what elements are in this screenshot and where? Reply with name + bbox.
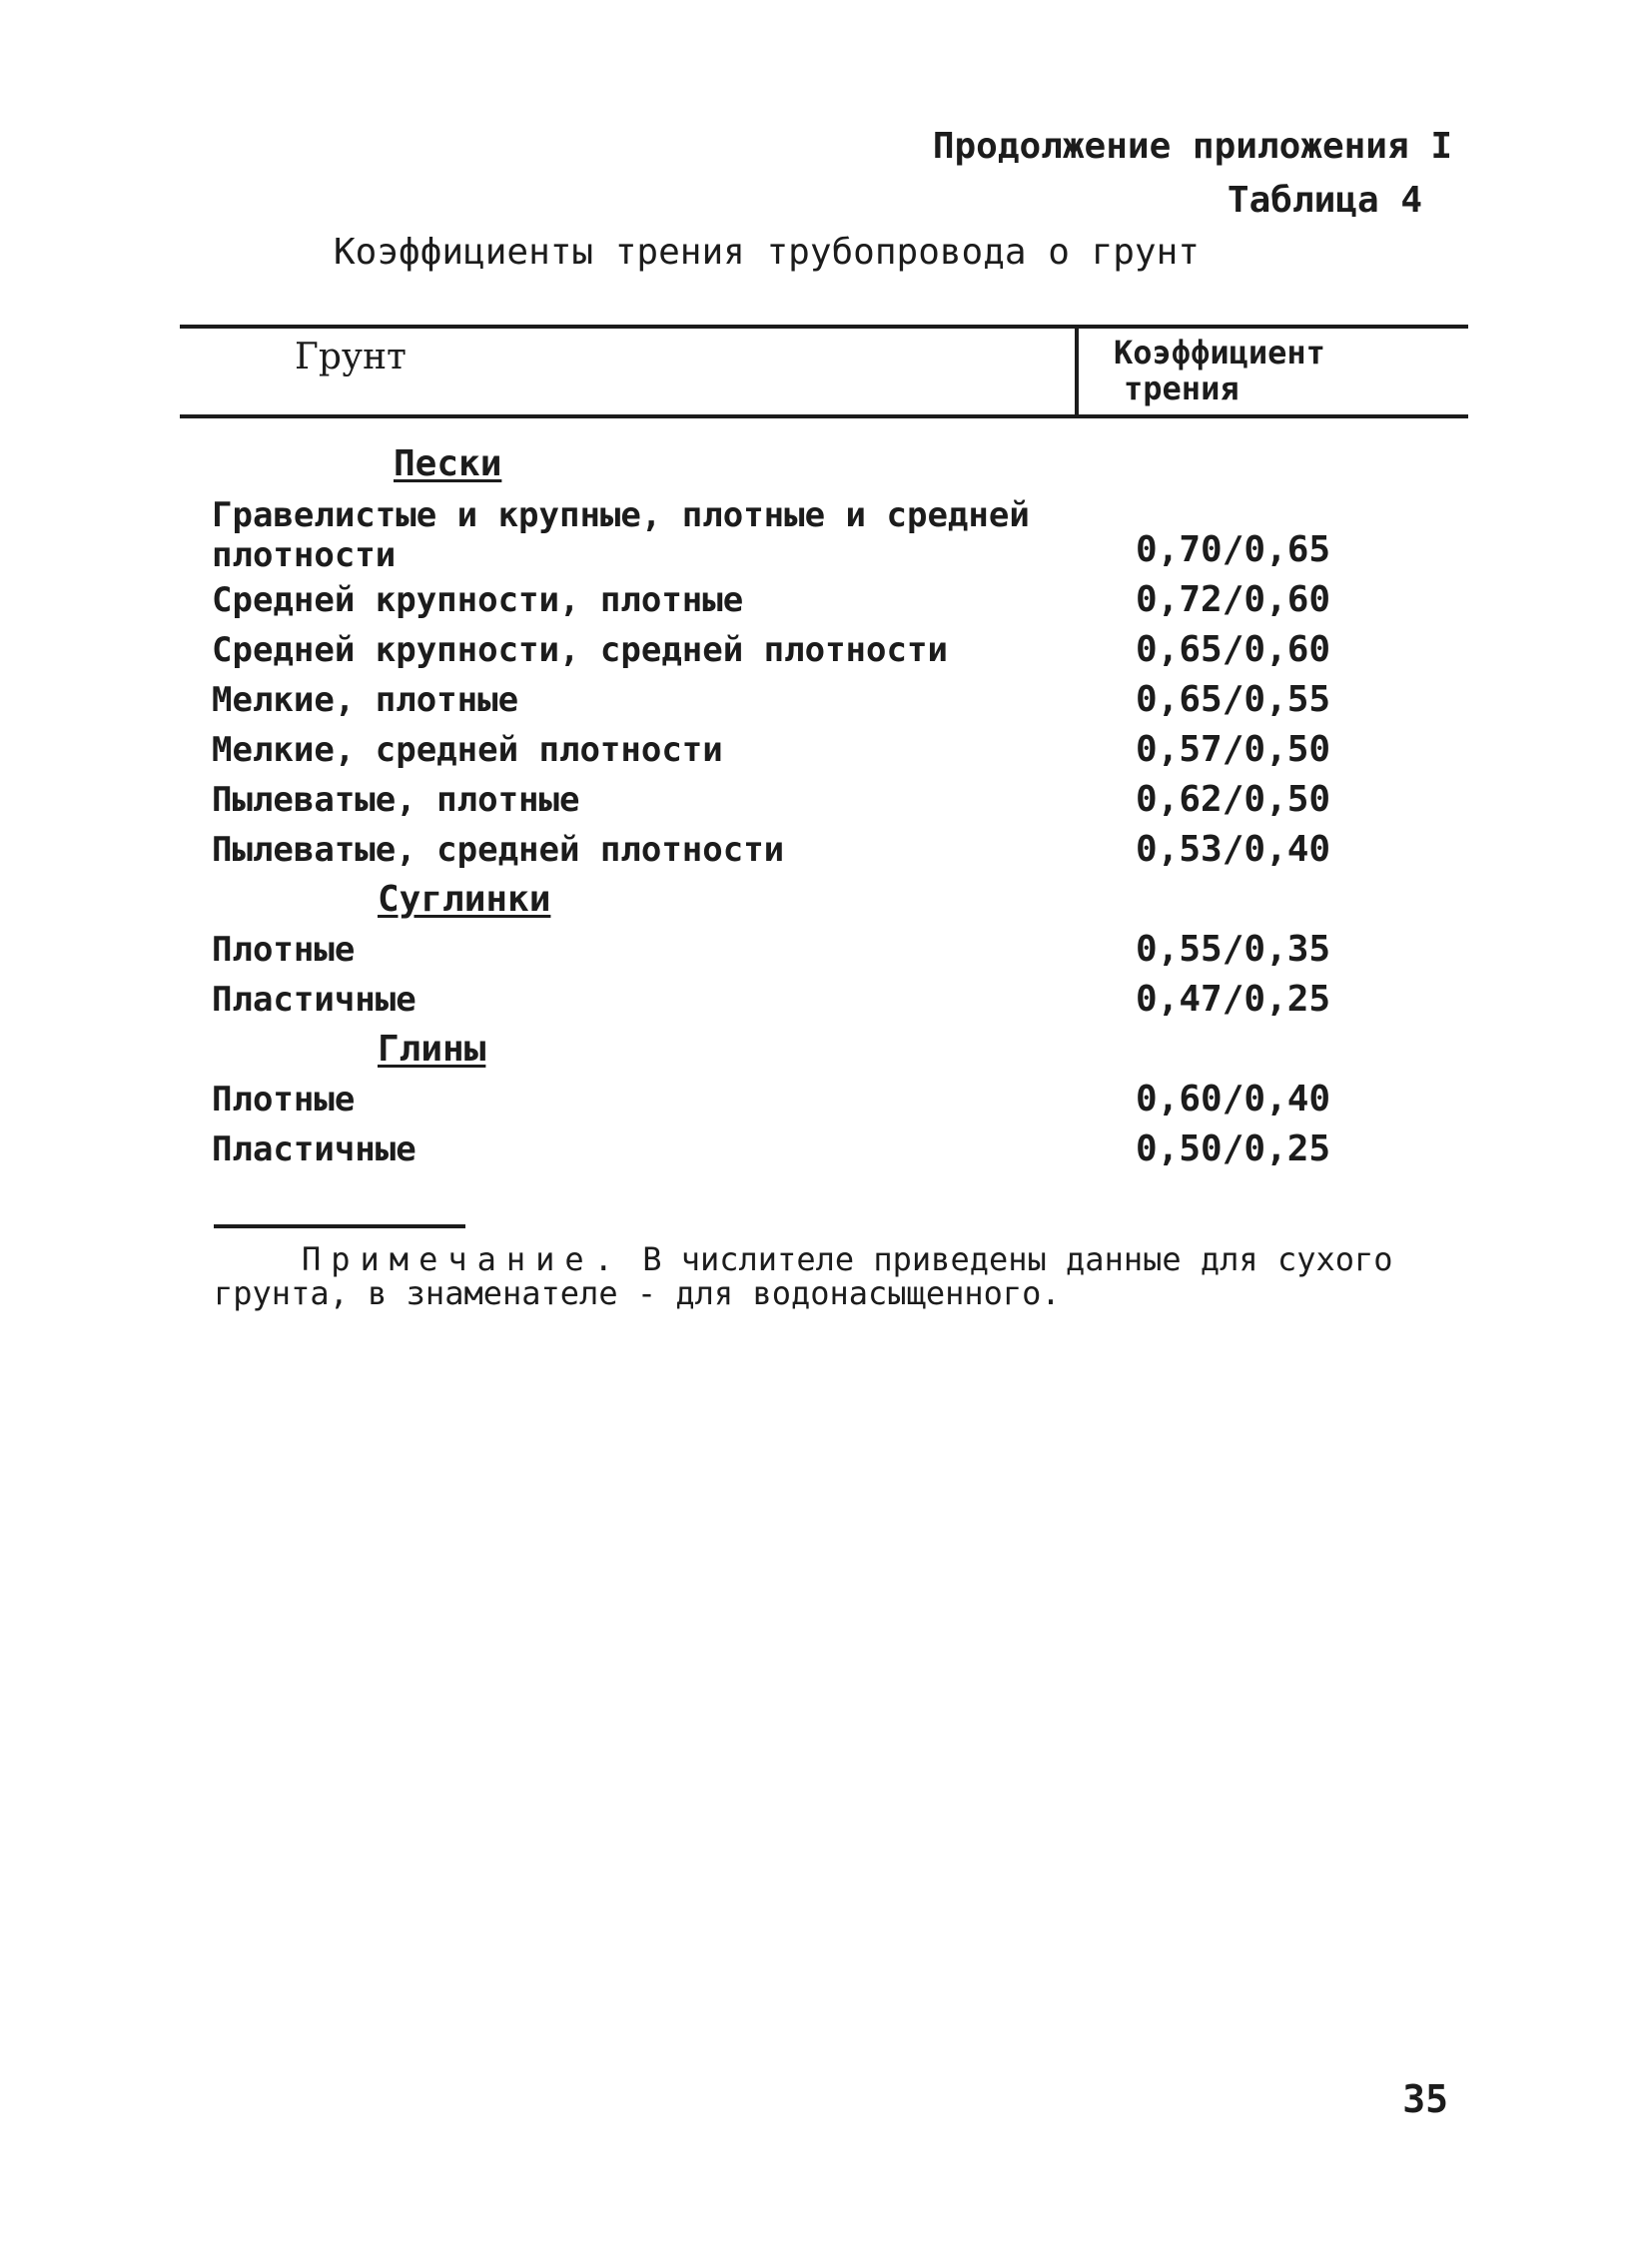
table-row bbox=[212, 625, 1340, 675]
row-ground-name: Плотные bbox=[212, 930, 356, 970]
column-header-coefficient bbox=[1114, 335, 1325, 406]
row-coefficient: 0,55/0,35 bbox=[1136, 929, 1331, 970]
row-ground-name: Пылеватые, плотные bbox=[212, 780, 580, 820]
table-row bbox=[212, 489, 1340, 575]
row-coefficient: 0,57/0,50 bbox=[1136, 729, 1331, 770]
row-ground-name bbox=[212, 489, 1071, 575]
row-ground-name: Средней крупности, плотные bbox=[212, 580, 744, 620]
row-coefficient: 0,72/0,60 bbox=[1136, 579, 1331, 620]
note-text: В числителе приведены данные для сухого грунта, в знаменателе - для водонасыщенного. bbox=[214, 1240, 1393, 1312]
table-row bbox=[212, 675, 1340, 725]
row-coefficient: 0,50/0,25 bbox=[1136, 1128, 1331, 1169]
note-separator-rule bbox=[214, 1224, 465, 1228]
table-row bbox=[212, 975, 1340, 1025]
row-coefficient: 0,62/0,50 bbox=[1136, 779, 1331, 820]
column-header-coefficient-line2: трения bbox=[1124, 370, 1239, 407]
column-header-coefficient-line1: Коэффициент bbox=[1114, 334, 1325, 372]
row-ground-name: Пластичные bbox=[212, 1129, 416, 1169]
table-note bbox=[214, 1242, 1432, 1310]
note-lead: Примечание. bbox=[302, 1240, 623, 1278]
page-number: 35 bbox=[1402, 2077, 1448, 2121]
table-row bbox=[212, 925, 1340, 975]
table-header bbox=[180, 325, 1468, 418]
row-ground-name: Пылеватые, средней плотности bbox=[212, 830, 785, 870]
row-coefficient: 0,70/0,65 bbox=[1136, 529, 1331, 570]
row-ground-name: Мелкие, средней плотности bbox=[212, 730, 723, 770]
row-ground-name-line2: плотности bbox=[212, 535, 397, 575]
table-row bbox=[212, 775, 1340, 825]
table-title: Коэффициенты трения трубопровода о грунт bbox=[334, 232, 1200, 273]
row-coefficient: 0,65/0,60 bbox=[1136, 629, 1331, 670]
column-divider bbox=[1075, 329, 1079, 414]
table-row bbox=[212, 1075, 1340, 1124]
table-row bbox=[212, 575, 1340, 625]
table-row bbox=[212, 1124, 1340, 1174]
row-ground-name-line1: Гравелистые и крупные, плотные и средней bbox=[212, 495, 1030, 535]
table-row bbox=[212, 725, 1340, 775]
group-title-clays: Глины bbox=[378, 1029, 486, 1070]
row-coefficient: 0,47/0,25 bbox=[1136, 979, 1331, 1020]
row-coefficient: 0,53/0,40 bbox=[1136, 829, 1331, 870]
table-body bbox=[212, 439, 1340, 1174]
row-coefficient: 0,60/0,40 bbox=[1136, 1079, 1331, 1120]
row-ground-name: Плотные bbox=[212, 1080, 356, 1120]
table-number: Таблица 4 bbox=[1227, 180, 1422, 221]
appendix-continuation-label: Продолжение приложения I bbox=[932, 126, 1452, 167]
row-ground-name: Средней крупности, средней плотности bbox=[212, 630, 948, 670]
column-header-ground: Грунт bbox=[295, 337, 407, 377]
group-title-loams: Суглинки bbox=[378, 879, 551, 920]
group-title-sands: Пески bbox=[394, 443, 502, 484]
table-row bbox=[212, 825, 1340, 875]
row-ground-name: Мелкие, плотные bbox=[212, 680, 519, 720]
row-coefficient: 0,65/0,55 bbox=[1136, 679, 1331, 720]
row-ground-name: Пластичные bbox=[212, 980, 416, 1020]
